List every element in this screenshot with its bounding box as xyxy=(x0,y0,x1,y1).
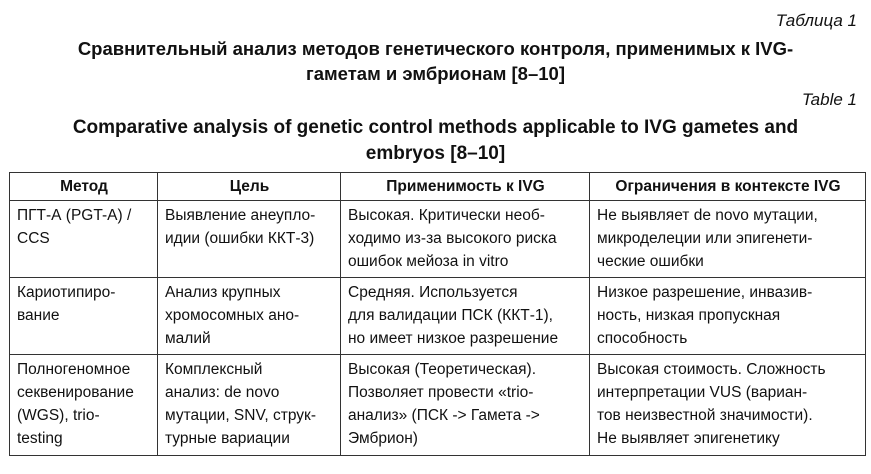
cell-applicability xyxy=(341,201,590,278)
cell-text: Высокая (Теоретическая). Позволяет провести «trio- анализ» (ПСК -> Гамета -> Эмбрион) xyxy=(348,361,540,447)
table-title-ru: Сравнительный анализ методов генетического контроля, применимых к IVG- гаметам и эмбрионам [8–10] xyxy=(77,38,794,84)
cell-limitations xyxy=(590,278,866,355)
table-header-row xyxy=(10,173,866,201)
cell-text: ПГТ-А (PGT-A) / CCS xyxy=(17,207,132,247)
cell-method xyxy=(10,278,158,355)
table-row xyxy=(10,278,866,355)
cell-goal xyxy=(158,201,341,278)
table-row xyxy=(10,355,866,456)
cell-limitations xyxy=(590,201,866,278)
cell-text: Выявление анеупло- идии (ошибки ККТ-3) xyxy=(165,207,316,247)
cell-text: Комплексный анализ: de novo мутации, SNV, струк- турные вариации xyxy=(165,361,316,447)
cell-text: Средняя. Используется для валидации ПСК (ККТ-1), но имеет низкое разрешение xyxy=(348,284,559,347)
cell-goal xyxy=(158,278,341,355)
table-label-en: Table 1 xyxy=(801,90,857,109)
cell-text: Анализ крупных хромосомных ано- малий xyxy=(165,284,300,347)
header-applicability: Применимость к IVG xyxy=(341,173,590,201)
table-title-en: Comparative analysis of genetic control methods applicable to IVG gametes and embryos [8–10] xyxy=(72,117,799,164)
methods-comparison-table xyxy=(9,172,866,456)
header-method: Метод xyxy=(10,173,158,201)
cell-applicability xyxy=(341,355,590,456)
table-label-ru: Таблица 1 xyxy=(775,11,857,30)
cell-method xyxy=(10,355,158,456)
cell-limitations xyxy=(590,355,866,456)
header-limitations: Ограничения в контексте IVG xyxy=(590,173,866,201)
cell-text: Не выявляет de novo мутации, микроделеции или эпигенети- ческие ошибки xyxy=(597,207,818,270)
table-row xyxy=(10,201,866,278)
cell-text: Кариотипиро- вание xyxy=(17,284,116,324)
cell-goal xyxy=(158,355,341,456)
cell-text: Полногеномное секвенирование (WGS), trio- testing xyxy=(17,361,134,447)
cell-text: Низкое разрешение, инвазив- ность, низкая пропускная способность xyxy=(597,284,813,347)
cell-method xyxy=(10,201,158,278)
cell-text: Высокая стоимость. Сложность интерпретации VUS (вариан- тов неизвестной значимости). Не выявляет эпигенетику xyxy=(597,361,826,447)
cell-applicability xyxy=(341,278,590,355)
header-goal: Цель xyxy=(158,173,341,201)
cell-text: Высокая. Критически необ- ходимо из-за высокого риска ошибок мейоза in vitro xyxy=(348,207,557,270)
